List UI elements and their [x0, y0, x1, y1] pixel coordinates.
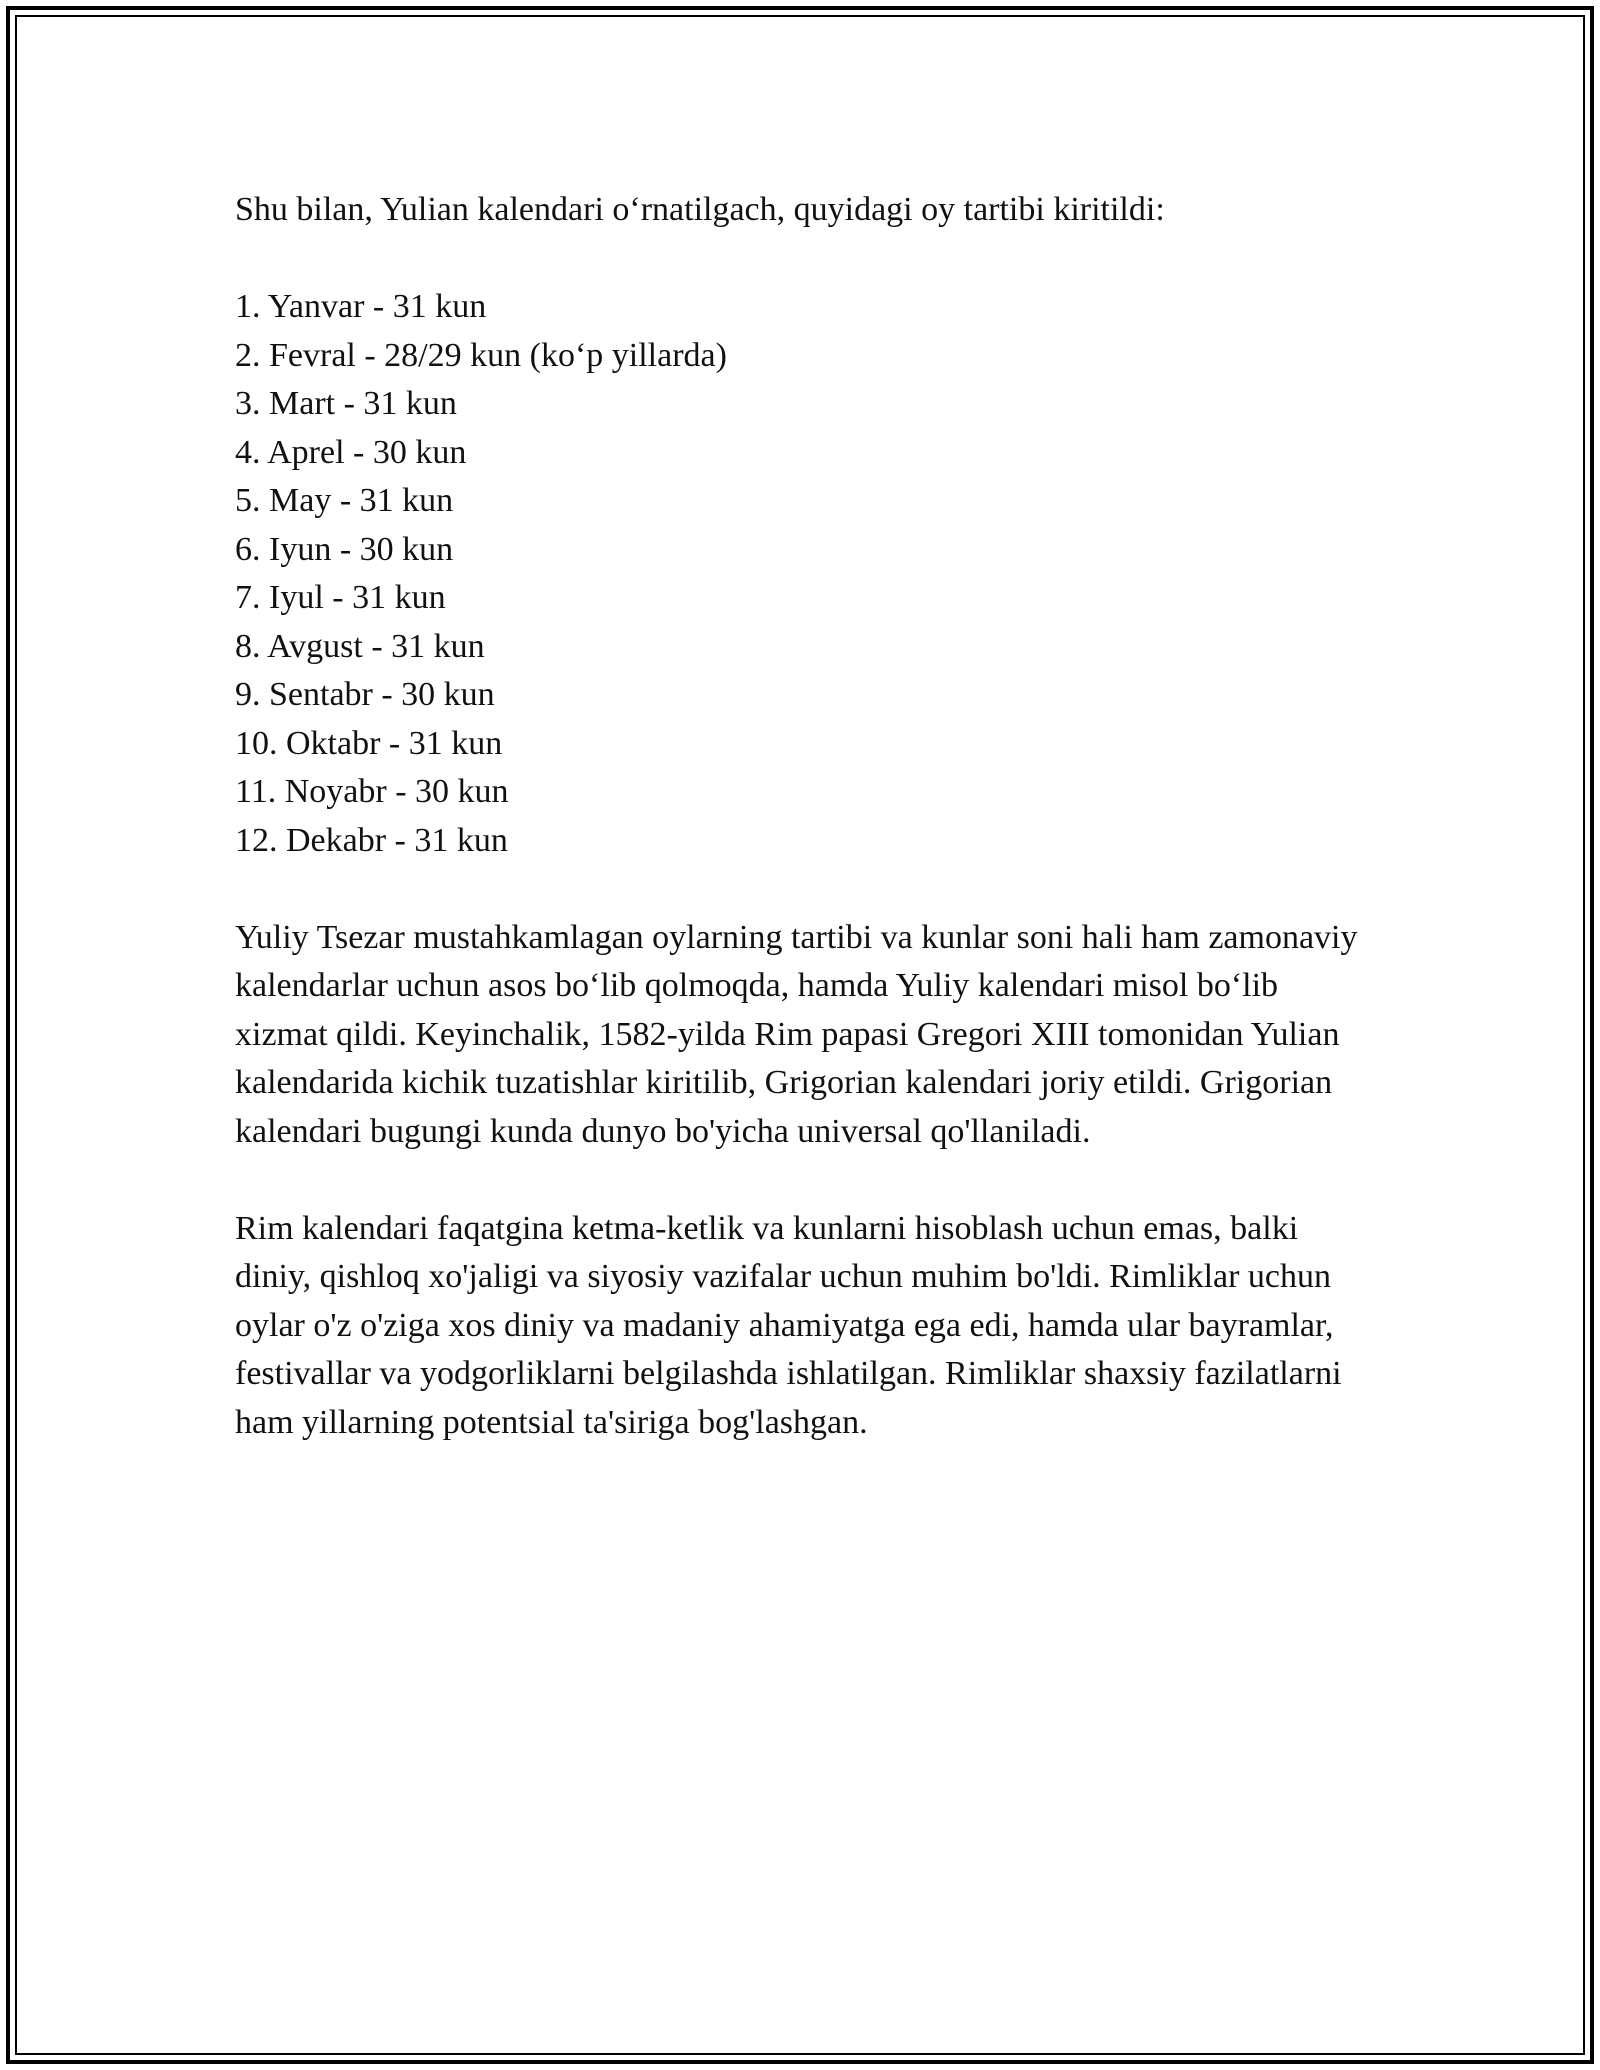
- list-item: 10. Oktabr - 31 kun: [235, 724, 503, 762]
- list-item: 11. Noyabr - 30 kun: [235, 773, 509, 810]
- list-item: 9. Sentabr - 30 kun: [235, 676, 495, 713]
- list-item: 4. Aprel - 30 kun: [235, 433, 467, 471]
- month-list: [235, 283, 1365, 865]
- paragraph-calendar-legacy: Yuliy Tsezar mustahkamlagan oylarning tartibi va kunlar soni hali ham zamonaviy kalendarlar uchun asos bo‘lib qolmoqda, hamda Yuliy kalendari misol bo‘lib xizmat qildi. Keyinchalik, 1582-yilda Rim papasi Gregori XIII tomonidan Yulian kalendarida kichik tuzatishlar kiritilib, Grigorian kalendari joriy etildi. Grigorian kalendari bugungi kunda dunyo bo'yicha universal qo'llaniladi.: [235, 918, 1358, 1150]
- paragraph-roman-calendar-role: Rim kalendari faqatgina ketma-ketlik va kunlarni hisoblash uchun emas, balki diniy, qishloq xo'jaligi va siyosiy vazifalar uchun muhim bo'ldi. Rimliklar uchun oylar o'z o'ziga xos diniy va madaniy ahamiyatga ega edi, hamda ular bayramlar, festivallar va yodgorliklarni belgilashda ishlatilgan. Rimliklar shaxsiy fazilatlarni ham yillarning potentsial ta'siriga bog'lashgan.: [235, 1209, 1342, 1441]
- list-item: 7. Iyul - 31 kun: [235, 579, 446, 616]
- list-item: 3. Mart - 31 kun: [235, 385, 457, 422]
- document-body: [235, 186, 1365, 1496]
- list-item: 12. Dekabr - 31 kun: [235, 821, 508, 859]
- list-item: 8. Avgust - 31 kun: [235, 627, 485, 665]
- list-item: 5. May - 31 kun: [235, 482, 454, 519]
- list-item: 2. Fevral - 28/29 kun (ko‘p yillarda): [235, 336, 727, 374]
- list-item: 1. Yanvar - 31 kun: [235, 288, 487, 325]
- intro-text: Shu bilan, Yulian kalendari o‘rnatilgach, quyidagi oy tartibi kiritildi:: [235, 191, 1165, 228]
- list-item: 6. Iyun - 30 kun: [235, 530, 454, 568]
